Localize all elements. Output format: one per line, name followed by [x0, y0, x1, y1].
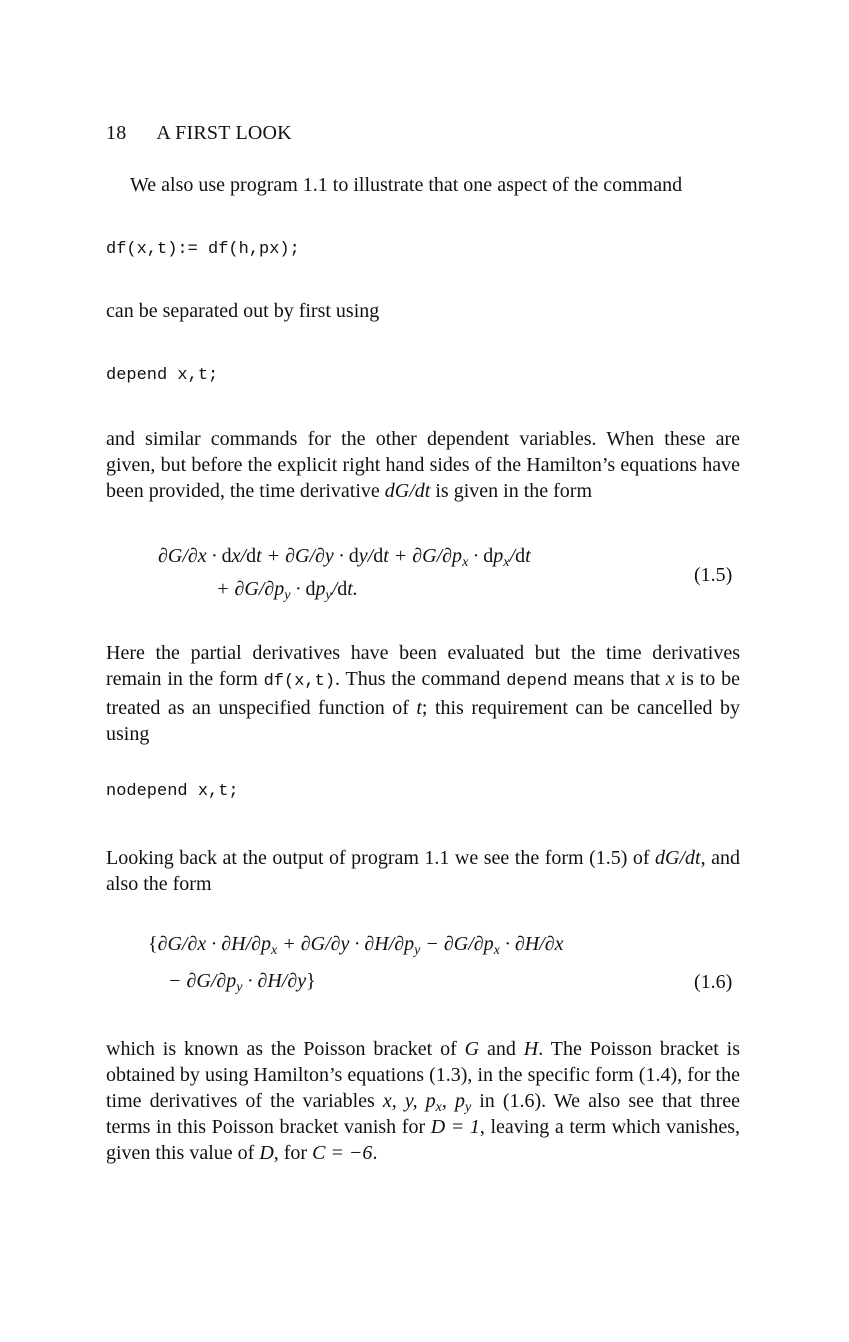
- math-variables: x, y, $p_x$, $p_y$: [382, 1090, 472, 1115]
- running-title: A FIRST LOOK: [156, 122, 292, 144]
- paragraph-6-text-f: , for: [273, 1142, 313, 1164]
- paragraph-4: [106, 640, 740, 747]
- math-dGdt-2: dG/dt: [655, 847, 701, 869]
- paragraph-1: We also use program 1.1 to illustrate that one aspect of the command: [130, 174, 683, 196]
- paragraph-4-text-e: ; this requirement can be cancelled by using: [106, 697, 741, 745]
- inline-code-df: df(x,t): [263, 672, 336, 691]
- math-D: D: [259, 1142, 274, 1164]
- paragraph-3-text-a: and similar commands for the other dependent variables. When these are given, but before the explicit right hand sides of the Hamilton’s equations have been provided, the time derivative: [106, 428, 740, 502]
- paragraph-6-text-d: in (1.6). We also see that three terms in this Poisson bracket vanish for: [106, 1090, 740, 1138]
- paragraph-4-text-c: means that: [567, 668, 666, 690]
- math-H: H: [523, 1038, 539, 1060]
- math-t: t: [416, 697, 422, 719]
- equation-1-5-line-2: + $\partial G/\partial p_y \cdot dp_y/dt$.: [216, 578, 358, 603]
- inline-code-depend: depend: [506, 672, 568, 691]
- math-D-equals-1: D = 1: [430, 1116, 480, 1138]
- paragraph-2: can be separated out by first using: [106, 300, 380, 322]
- math-dGdt: dG/dt: [384, 480, 431, 502]
- equation-1-5-label: (1.5): [694, 564, 733, 586]
- paragraph-6-text-a: which is known as the Poisson bracket of: [106, 1038, 465, 1060]
- paragraph-4-text-d: is to be treated as an unspecified function of: [106, 668, 740, 719]
- code-nodepend-command: nodepend x,t;: [106, 782, 239, 801]
- math-G: G: [464, 1038, 480, 1060]
- paragraph-3-text-b: is given in the form: [430, 480, 592, 502]
- paragraph-6-text-b: and: [479, 1038, 524, 1060]
- paragraph-6-text-g: .: [372, 1142, 378, 1164]
- book-page: [106, 0, 740, 1342]
- page-number: 18: [106, 122, 127, 144]
- paragraph-5-text-a: Looking back at the output of program 1.1 we see the form (1.5) of: [106, 847, 656, 869]
- running-header: [106, 122, 292, 145]
- paragraph-4-text-a: Here the partial derivatives have been evaluated but the time derivatives remain in the form: [106, 642, 740, 690]
- equation-1-5-line-1: $\partial G/\partial x \cdot dx/dt + \partial G/\partial y \cdot dy/dt + \partial G/\partial p_x \cdot dp_x/dt$: [158, 545, 531, 570]
- paragraph-5: [106, 845, 740, 897]
- math-x: x: [665, 668, 675, 690]
- code-df-command: df(x,t):= df(h,px);: [106, 240, 300, 259]
- math-C-equals-minus-6: C = −6: [312, 1142, 373, 1164]
- code-depend-command: depend x,t;: [106, 366, 219, 385]
- equation-1-6-line-2: − $\partial G/\partial p_y \cdot \partial H/\partial y$}: [168, 970, 316, 995]
- paragraph-4-text-b: . Thus the command: [335, 668, 507, 690]
- paragraph-6: [106, 1036, 740, 1166]
- paragraph-5-text-b: , and also the form: [106, 847, 740, 895]
- paragraph-6-text-c: . The Poisson bracket is obtained by using Hamilton’s equations (1.3), in the specific form (1.4), for the time derivatives of the variables: [106, 1038, 740, 1112]
- equation-1-6-label: (1.6): [694, 971, 733, 993]
- paragraph-6-text-e: , leaving a term which vanishes, given this value of: [106, 1116, 740, 1164]
- paragraph-3: [106, 426, 740, 504]
- equation-1-6-line-1: {$\partial G/\partial x \cdot \partial H/\partial p_x + \partial G/\partial y \cdot \partial H/\partial p_y - \partial G/\partial p_x \cdot \partial H/\partial x$: [148, 933, 564, 958]
